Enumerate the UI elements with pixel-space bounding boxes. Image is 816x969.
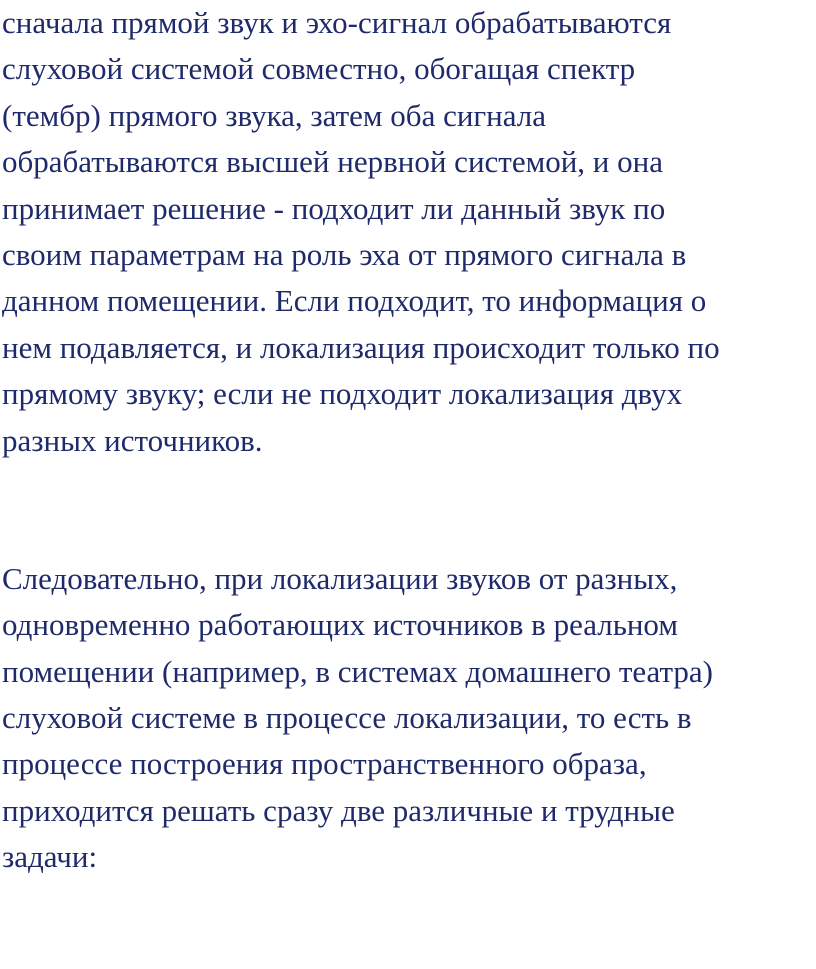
text-line: слуховой системе в процессе локализации, то есть в [2, 700, 692, 736]
text-line: принимает решение - подходит ли данный звук по [2, 190, 666, 226]
paragraph-2 [2, 556, 814, 881]
text-line: (тембр) прямого звука, затем оба сигнала [2, 97, 546, 133]
text-line: данном помещении. Если подходит, то информация о [2, 283, 707, 319]
document-body [2, 0, 814, 881]
paragraph-1 [2, 0, 814, 464]
text-line: обрабатываются высшей нервной системой, и она [2, 144, 663, 180]
text-line: помещении (например, в системах домашнего театра) [2, 653, 713, 689]
text-line: Следовательно, при локализации звуков от разных, [2, 560, 678, 596]
text-line: задачи: [2, 839, 98, 875]
text-line: разных источников. [2, 422, 263, 458]
text-line: слуховой системой совместно, обогащая спектр [2, 51, 636, 87]
text-line: приходится решать сразу две различные и трудные [2, 792, 675, 828]
text-line: прямому звуку; если не подходит локализация двух [2, 376, 683, 412]
text-line: нем подавляется, и локализация происходит только по [2, 329, 720, 365]
text-line: одновременно работающих источников в реальном [2, 607, 678, 643]
text-line: сначала прямой звук и эхо-сигнал обрабатываются [2, 5, 672, 40]
text-line: своим параметрам на роль эха от прямого сигнала в [2, 236, 687, 272]
text-line: процессе построения пространственного образа, [2, 746, 647, 782]
